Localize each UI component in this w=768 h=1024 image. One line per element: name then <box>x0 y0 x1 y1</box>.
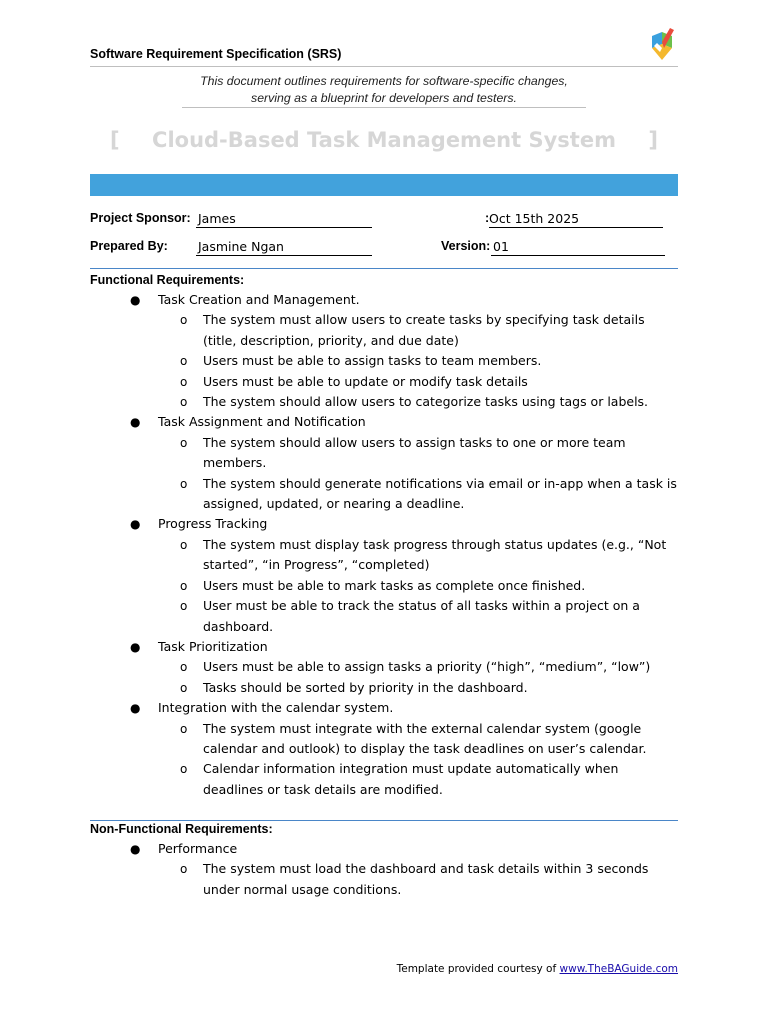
version-label: Version: <box>441 239 491 253</box>
circle-bullet-icon: o <box>180 313 188 328</box>
list-item: o The system should allow users to categorize tasks using tags or labels. <box>90 392 680 412</box>
list-item: o The system must allow users to create tasks by specifying task details (title, description, priority, and due date) <box>180 312 645 348</box>
list-item: o Users must be able to assign tasks a priority (“high”, “medium”, “low”) <box>90 657 680 677</box>
list-item: o The system should allow users to assign tasks to one or more team members. <box>180 434 626 471</box>
list-item: o The system must load the dashboard and task details within 3 seconds under normal usage conditions. <box>180 861 649 897</box>
accent-bar <box>90 174 678 196</box>
prepared-by-field[interactable]: Jasmine Ngan <box>196 238 372 256</box>
non-functional-requirements-list <box>90 839 680 900</box>
list-item: o The system should generate notifications via email or in-app when a task is assigned, updated, or nearing a deadline. <box>180 475 677 512</box>
list-item: o Calendar information integration must update automatically when deadlines or task details are modified. <box>180 761 619 797</box>
circle-bullet-icon: o <box>180 862 188 877</box>
prepared-by-label: Prepared By: <box>90 239 168 253</box>
bullet-icon: ● <box>130 517 141 532</box>
bullet-icon: ● <box>130 842 141 856</box>
date-field[interactable]: Oct 15th 2025 <box>489 210 663 228</box>
footer-link[interactable]: www.TheBAGuide.com <box>559 963 678 975</box>
circle-bullet-icon: o <box>180 537 188 552</box>
section-separator <box>90 268 678 269</box>
circle-bullet-icon: o <box>180 680 188 695</box>
title-open-bracket: [ <box>110 128 120 152</box>
header-rule <box>90 66 678 67</box>
bullet-icon: ● <box>130 415 141 430</box>
list-item: ● Task Assignment and Notification <box>90 412 680 432</box>
list-item: ● Progress Tracking <box>90 514 680 534</box>
section-separator <box>90 820 678 821</box>
list-item: ● Task Creation and Management. <box>90 290 680 310</box>
list-item: o Users must be able to mark tasks as complete once finished. <box>90 576 680 596</box>
circle-bullet-icon: o <box>180 660 188 675</box>
list-item: o The system must display task progress through status updates (e.g., “Not started”, “in Progress”, “completed) <box>180 536 667 573</box>
list-item: o The system must integrate with the external calendar system (google calendar and outlook) to display the task deadlines on user’s calendar. <box>180 720 647 756</box>
document-header-title: Software Requirement Specification (SRS) <box>90 47 342 61</box>
intro-text: This document outlines requirements for software-specific changes, serving as a blueprint for developers and testers. <box>200 74 568 105</box>
sponsor-label: Project Sponsor: <box>90 211 191 225</box>
list-item: o Users must be able to assign tasks to team members. <box>90 351 680 371</box>
list-item: ● Integration with the calendar system. <box>90 698 680 718</box>
functional-requirements-list <box>90 290 680 800</box>
list-item: o Tasks should be sorted by priority in the dashboard. <box>90 678 680 698</box>
circle-bullet-icon: o <box>180 354 188 369</box>
bullet-icon: ● <box>130 293 141 307</box>
list-item: ● Performance <box>90 839 680 859</box>
footer-text: Template provided courtesy of <box>396 963 560 975</box>
circle-bullet-icon: o <box>180 435 188 450</box>
bag-logo-icon <box>648 26 674 62</box>
intro-rule <box>182 107 586 108</box>
circle-bullet-icon: o <box>180 762 188 777</box>
list-item: ● Task Prioritization <box>90 637 680 657</box>
title-close-bracket: ] <box>648 128 658 152</box>
footer <box>397 963 678 975</box>
sponsor-field[interactable]: James <box>196 210 372 228</box>
version-field[interactable]: 01 <box>491 238 665 256</box>
functional-heading: Functional Requirements: <box>90 273 245 287</box>
circle-bullet-icon: o <box>180 578 188 593</box>
circle-bullet-icon: o <box>180 476 188 491</box>
circle-bullet-icon: o <box>180 599 188 614</box>
date-label: : <box>485 211 490 225</box>
circle-bullet-icon: o <box>180 374 188 389</box>
title-text: Cloud-Based Task Management System <box>152 128 616 152</box>
non-functional-heading: Non-Functional Requirements: <box>90 822 273 836</box>
list-item: o Users must be able to update or modify task details <box>90 372 680 392</box>
circle-bullet-icon: o <box>180 395 188 410</box>
document-title <box>110 128 658 152</box>
list-item: o User must be able to track the status of all tasks within a project on a dashboard. <box>180 598 640 634</box>
bullet-icon: ● <box>130 639 141 654</box>
circle-bullet-icon: o <box>180 721 188 736</box>
bullet-icon: ● <box>130 701 141 716</box>
